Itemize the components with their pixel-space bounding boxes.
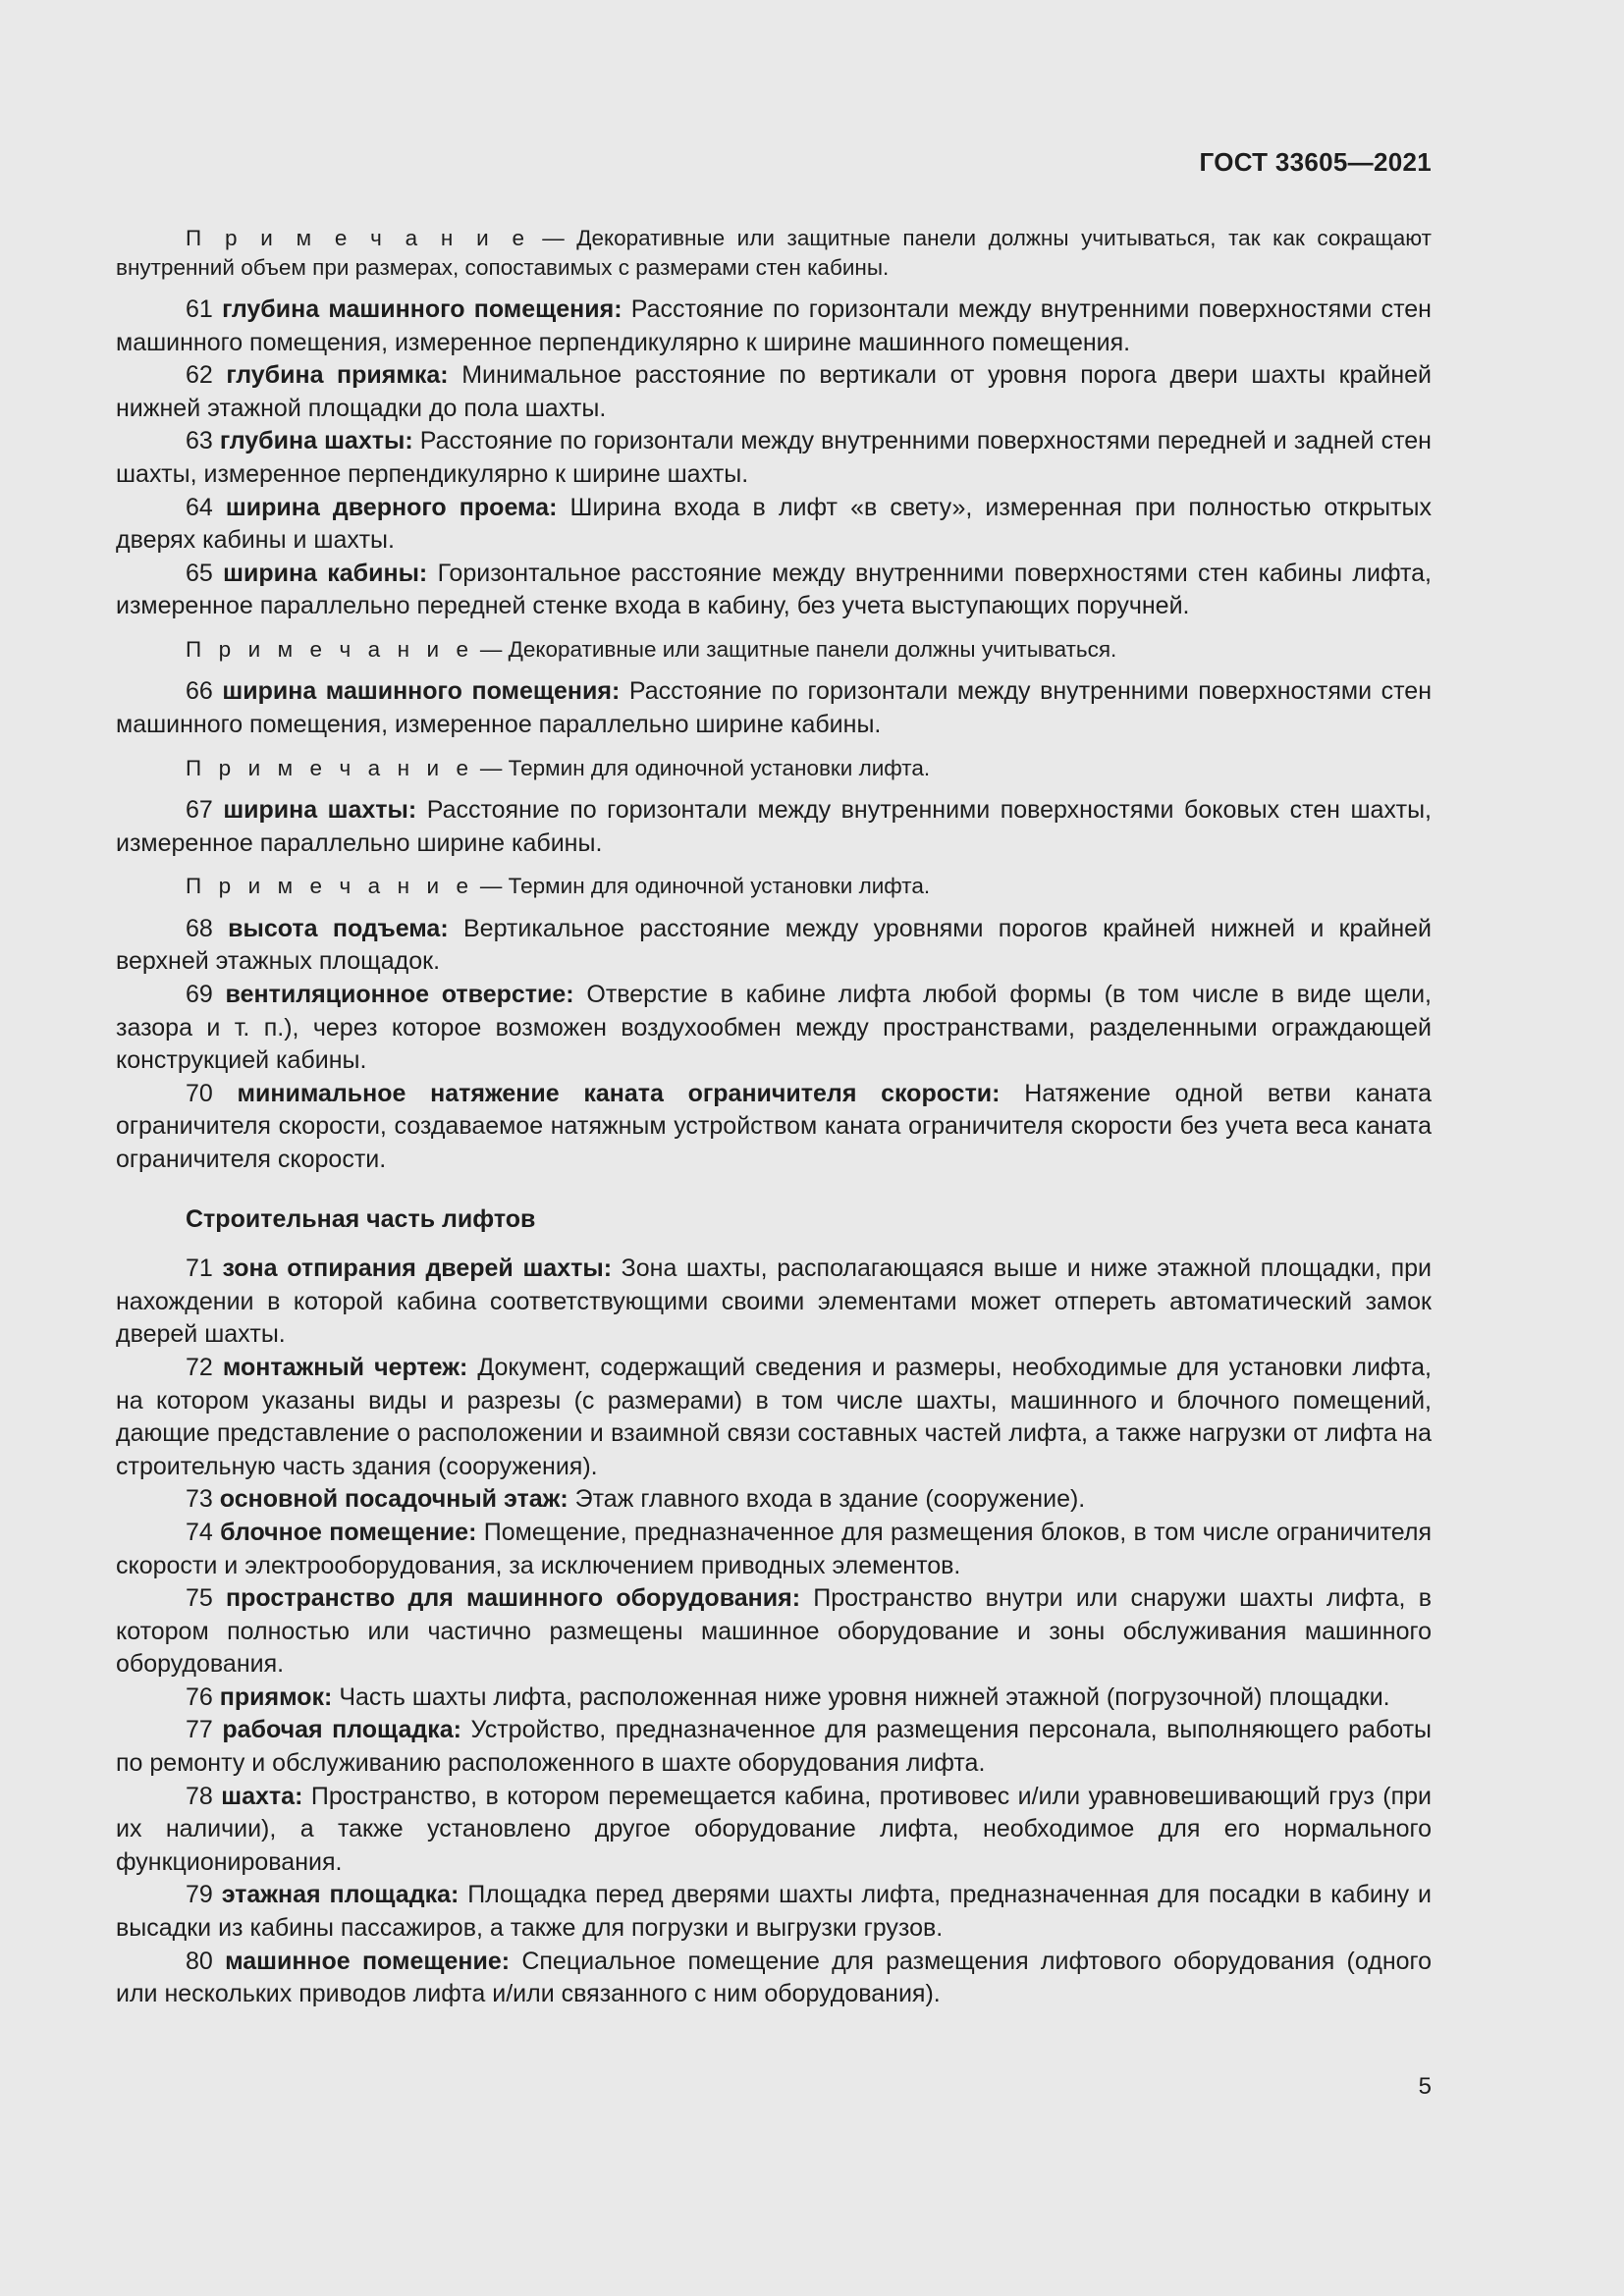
term-80 bbox=[116, 1946, 1432, 2011]
term-title: пространство для машинного оборудования: bbox=[226, 1584, 801, 1613]
term-title: основной посадочный этаж: bbox=[219, 1485, 568, 1514]
term-number: 72 bbox=[186, 1353, 213, 1381]
document-id-header: ГОСТ 33605—2021 bbox=[1199, 147, 1432, 177]
term-title: машинное помещение: bbox=[225, 1947, 511, 1975]
note-text: — Термин для одиночной установки лифта. bbox=[479, 874, 931, 899]
term-62 bbox=[116, 359, 1432, 425]
term-72 bbox=[116, 1352, 1432, 1483]
term-title: монтажный чертеж: bbox=[222, 1353, 468, 1381]
term-definition: Специальное помещение для размещения лифтового оборудования (одного или нескольких приводов лифта и/или связанного с ним оборудования). bbox=[116, 1947, 1432, 2008]
term-definition: Этаж главного входа в здание (сооружение). bbox=[574, 1485, 1086, 1514]
term-title: высота подъема: bbox=[228, 914, 449, 942]
term-title: минимальное натяжение каната ограничителя скорости: bbox=[237, 1079, 1001, 1107]
term-definition: Вертикальное расстояние между уровнями порогов крайней нижней и крайней верхней этажных площадок. bbox=[116, 914, 1432, 976]
term-definition: Пространство внутри или снаружи шахты лифта, в котором полностью или частично размещены машинное оборудование и зоны обслуживания машинного оборудования. bbox=[116, 1584, 1433, 1679]
term-title: приямок: bbox=[219, 1682, 333, 1711]
term-number: 78 bbox=[186, 1782, 213, 1810]
term-definition: Документ, содержащий сведения и размеры, необходимые для установки лифта, на котором указаны виды и разрезы (с размерами) в том числе шахты, машинного и блочного помещений, дающие представление о расположении и взаимной связи составных частей лифта, а также нагрузки от лифта на строительную часть здания (сооружения). bbox=[116, 1353, 1432, 1480]
term-definition: Расстояние по горизонтали между внутренними поверхностями стен машинного помещения, измеренное перпендикулярно к ширине машинного помещения. bbox=[116, 295, 1432, 356]
note-text: — Декоративные или защитные панели должны учитываться, так как сокращают внутренний объем при размерах, сопоставимых с размерами стен кабины. bbox=[116, 226, 1432, 280]
term-definition: Пространство, в котором перемещается кабина, противовес и/или уравновешивающий груз (при их наличии), а также установлено другое оборудование лифта, необходимое для его нормального функционирования. bbox=[116, 1782, 1432, 1876]
term-number: 62 bbox=[186, 361, 213, 390]
term-74 bbox=[116, 1517, 1432, 1582]
page-number: 5 bbox=[1418, 2073, 1432, 2100]
note-66 bbox=[116, 754, 1432, 783]
term-definition: Ширина входа в лифт «в свету», измеренная при полностью открытых дверях кабины и шахты. bbox=[116, 493, 1432, 555]
term-number: 67 bbox=[186, 796, 213, 825]
term-title: глубина приямка: bbox=[226, 361, 449, 390]
term-number: 77 bbox=[186, 1716, 213, 1744]
page-content bbox=[116, 224, 1432, 2011]
term-78 bbox=[116, 1781, 1432, 1880]
term-title: глубина шахты: bbox=[219, 427, 413, 455]
term-70 bbox=[116, 1078, 1432, 1177]
term-title: ширина шахты: bbox=[223, 796, 417, 825]
term-65 bbox=[116, 558, 1432, 623]
term-title: рабочая площадка: bbox=[222, 1716, 461, 1744]
term-title: глубина машинного помещения: bbox=[222, 295, 623, 323]
term-definition: Расстояние по горизонтали между внутренними поверхностями стен машинного помещения, измеренное параллельно ширине кабины. bbox=[116, 677, 1433, 739]
term-number: 76 bbox=[186, 1682, 213, 1711]
term-definition: Расстояние по горизонтали между внутренними поверхностями передней и задней стен шахты, измеренное перпендикулярно к ширине шахты. bbox=[116, 427, 1432, 488]
note-text: — Декоративные или защитные панели должны учитываться. bbox=[479, 636, 1117, 662]
term-number: 74 bbox=[186, 1518, 213, 1546]
term-definition: Устройство, предназначенное для размещения персонала, выполняющего работы по ремонту и обслуживанию расположенного в шахте оборудования лифта. bbox=[116, 1716, 1433, 1778]
note-label: П р и м е ч а н и е bbox=[186, 226, 530, 250]
term-definition: Горизонтальное расстояние между внутренними поверхностями стен кабины лифта, измеренное параллельно передней стенке входа в кабину, без учета выступающих поручней. bbox=[116, 559, 1432, 620]
term-number: 73 bbox=[186, 1485, 213, 1514]
term-number: 68 bbox=[186, 914, 213, 942]
term-title: ширина машинного помещения: bbox=[222, 677, 621, 706]
term-79 bbox=[116, 1879, 1432, 1945]
term-title: шахта: bbox=[221, 1782, 303, 1810]
term-title: ширина дверного проема: bbox=[225, 493, 558, 521]
note-text: — Термин для одиночной установки лифта. bbox=[479, 755, 931, 780]
term-definition: Площадка перед дверями шахты лифта, предназначенная для посадки в кабину и высадки из кабины пассажиров, а также для погрузки и выгрузки грузов. bbox=[116, 1881, 1432, 1943]
note-60 bbox=[116, 224, 1432, 282]
term-number: 75 bbox=[186, 1584, 213, 1613]
term-71 bbox=[116, 1253, 1432, 1352]
term-73 bbox=[116, 1483, 1432, 1517]
term-definition: Помещение, предназначенное для размещения блоков, в том числе ограничителя скорости и электрооборудования, за исключением приводных элементов. bbox=[116, 1518, 1432, 1579]
term-number: 70 bbox=[186, 1079, 213, 1107]
term-number: 65 bbox=[186, 559, 213, 587]
term-definition: Часть шахты лифта, расположенная ниже уровня нижней этажной (погрузочной) площадки. bbox=[339, 1682, 1390, 1711]
note-label: П р и м е ч а н и е bbox=[186, 636, 474, 662]
term-66 bbox=[116, 675, 1432, 741]
term-number: 63 bbox=[186, 427, 213, 455]
term-number: 69 bbox=[186, 981, 213, 1008]
note-67 bbox=[116, 872, 1432, 901]
term-number: 64 bbox=[186, 493, 213, 521]
term-68 bbox=[116, 913, 1432, 979]
term-61 bbox=[116, 294, 1432, 359]
term-definition: Натяжение одной ветви каната ограничителя скорости, создаваемое натяжным устройством каната ограничителя скорости без учета веса каната ограничителя скорости. bbox=[116, 1079, 1432, 1173]
term-title: этажная площадка: bbox=[221, 1881, 460, 1909]
term-definition: Расстояние по горизонтали между внутренними поверхностями боковых стен шахты, измеренное параллельно ширине кабины. bbox=[116, 796, 1433, 857]
term-title: зона отпирания дверей шахты: bbox=[222, 1255, 613, 1283]
term-69 bbox=[116, 979, 1432, 1078]
term-64 bbox=[116, 492, 1432, 558]
term-number: 66 bbox=[186, 677, 213, 706]
term-63 bbox=[116, 425, 1432, 491]
term-75 bbox=[116, 1582, 1432, 1682]
term-title: ширина кабины: bbox=[223, 559, 428, 587]
term-number: 79 bbox=[186, 1881, 213, 1909]
term-67 bbox=[116, 794, 1432, 860]
note-label: П р и м е ч а н и е bbox=[186, 755, 474, 780]
term-title: блочное помещение: bbox=[220, 1518, 477, 1546]
term-number: 71 bbox=[186, 1255, 213, 1283]
term-76 bbox=[116, 1682, 1432, 1715]
term-definition: Отверстие в кабине лифта любой формы (в том числе в виде щели, зазора и т. п.), через которое возможен воздухообмен между пространствами, разделенными ограждающей конструкцией кабины. bbox=[116, 981, 1432, 1075]
term-definition: Зона шахты, располагающаяся выше и ниже этажной площадки, при нахождении в которой кабина соответствующими своими элементами может отпереть автоматический замок дверей шахты. bbox=[116, 1255, 1432, 1349]
term-number: 61 bbox=[186, 295, 213, 323]
term-77 bbox=[116, 1714, 1432, 1780]
term-title: вентиляционное отверстие: bbox=[225, 981, 574, 1008]
section-heading: Строительная часть лифтов bbox=[186, 1204, 536, 1233]
note-label: П р и м е ч а н и е bbox=[186, 874, 474, 899]
term-number: 80 bbox=[186, 1947, 213, 1975]
note-65 bbox=[116, 635, 1432, 665]
term-definition: Минимальное расстояние по вертикали от уровня порога двери шахты крайней нижней этажной площадки до пола шахты. bbox=[116, 361, 1433, 422]
